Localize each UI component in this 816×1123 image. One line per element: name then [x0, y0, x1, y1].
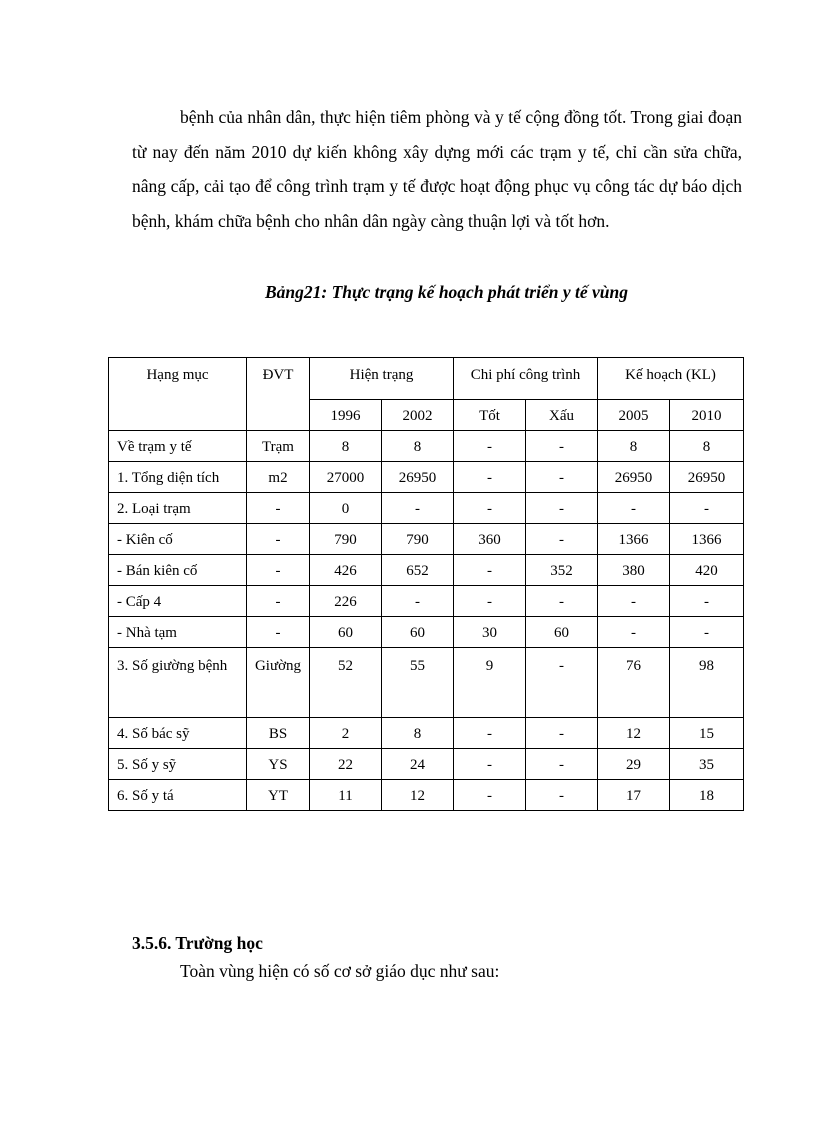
table-cell: 8 [310, 431, 382, 462]
table-row [109, 493, 744, 524]
table-cell: Trạm [247, 431, 310, 462]
table-cell: 60 [382, 617, 454, 648]
table-cell: 790 [382, 524, 454, 555]
subheader-good: Tốt [454, 400, 526, 431]
row-label-cell: Về trạm y tế [109, 431, 247, 462]
table-body [109, 431, 744, 811]
table-cell: - [670, 617, 744, 648]
row-label-cell: 4. Số bác sỹ [109, 718, 247, 749]
table-cell: 27000 [310, 462, 382, 493]
table-cell: 652 [382, 555, 454, 586]
table-cell: 2 [310, 718, 382, 749]
table-caption: Bảng21: Thực trạng kế hoạch phát triển y tế vùng [265, 282, 628, 302]
table-cell: - [526, 524, 598, 555]
table-cell: - [382, 586, 454, 617]
subheader-2005: 2005 [598, 400, 670, 431]
table-row [109, 431, 744, 462]
table-cell: - [526, 780, 598, 811]
table-cell: 226 [310, 586, 382, 617]
table-cell: 1366 [598, 524, 670, 555]
table-cell: 29 [598, 749, 670, 780]
table-cell: - [526, 586, 598, 617]
table-cell: 26950 [382, 462, 454, 493]
table-cell: - [598, 493, 670, 524]
table-cell: - [454, 586, 526, 617]
table-row [109, 718, 744, 749]
table-cell: 18 [670, 780, 744, 811]
table-row [109, 617, 744, 648]
table-cell: - [382, 493, 454, 524]
table-cell: 52 [310, 648, 382, 718]
table-cell: 98 [670, 648, 744, 718]
table-cell: - [247, 586, 310, 617]
row-label-cell: 6. Số y tá [109, 780, 247, 811]
table-cell: - [526, 462, 598, 493]
header-cost: Chi phí công trình [454, 358, 598, 400]
table-cell: 8 [382, 431, 454, 462]
subheader-1996: 1996 [310, 400, 382, 431]
table-row [109, 462, 744, 493]
table-cell: - [526, 718, 598, 749]
table-cell: - [247, 617, 310, 648]
row-label-cell: 1. Tổng diện tích [109, 462, 247, 493]
table-cell: - [526, 493, 598, 524]
row-label-cell: 3. Số giường bệnh [109, 648, 247, 718]
table-cell: 24 [382, 749, 454, 780]
row-label-cell: - Nhà tạm [109, 617, 247, 648]
table-cell: - [454, 431, 526, 462]
subheader-2010: 2010 [670, 400, 744, 431]
table-cell: - [247, 555, 310, 586]
row-label-cell: - Kiên cố [109, 524, 247, 555]
table-cell: 380 [598, 555, 670, 586]
table-cell: 15 [670, 718, 744, 749]
table-cell: 26950 [598, 462, 670, 493]
table-cell: 55 [382, 648, 454, 718]
table-cell: - [454, 780, 526, 811]
table-cell: 8 [382, 718, 454, 749]
health-plan-table [108, 357, 744, 811]
table-header-row [109, 358, 744, 400]
subheader-bad: Xấu [526, 400, 598, 431]
header-plan: Kế hoạch (KL) [598, 358, 744, 400]
table-cell: 360 [454, 524, 526, 555]
table-row [109, 555, 744, 586]
table-cell: YT [247, 780, 310, 811]
table-cell: - [526, 431, 598, 462]
table-cell: 26950 [670, 462, 744, 493]
table-cell: 9 [454, 648, 526, 718]
subheader-2002: 2002 [382, 400, 454, 431]
row-label-cell: 2. Loại trạm [109, 493, 247, 524]
table-cell: - [670, 493, 744, 524]
table-row [109, 586, 744, 617]
row-label-cell: - Cấp 4 [109, 586, 247, 617]
table-cell: - [247, 493, 310, 524]
table-cell: - [454, 555, 526, 586]
table-cell: m2 [247, 462, 310, 493]
header-unit: ĐVT [247, 358, 310, 431]
table-cell: - [598, 586, 670, 617]
table-cell: 30 [454, 617, 526, 648]
table-row [109, 648, 744, 718]
table-cell: 12 [382, 780, 454, 811]
table-row [109, 749, 744, 780]
table-cell: - [454, 462, 526, 493]
table-cell: - [526, 749, 598, 780]
row-label-cell: 5. Số y sỹ [109, 749, 247, 780]
table-cell: 8 [598, 431, 670, 462]
table-cell: 22 [310, 749, 382, 780]
table-cell: - [454, 493, 526, 524]
table-cell: 76 [598, 648, 670, 718]
table-cell: 426 [310, 555, 382, 586]
header-current: Hiện trạng [310, 358, 454, 400]
table-cell: 420 [670, 555, 744, 586]
body-paragraph [132, 100, 742, 238]
table-cell: - [454, 718, 526, 749]
table-cell: - [526, 648, 598, 718]
table-cell: 17 [598, 780, 670, 811]
table-cell: 60 [310, 617, 382, 648]
table-cell: 12 [598, 718, 670, 749]
table-cell: 60 [526, 617, 598, 648]
table-cell: 11 [310, 780, 382, 811]
table-cell: 0 [310, 493, 382, 524]
table-cell: - [670, 586, 744, 617]
header-item: Hạng mục [109, 358, 247, 431]
table-cell: YS [247, 749, 310, 780]
table-cell: Giường [247, 648, 310, 718]
table-row [109, 524, 744, 555]
table-cell: - [454, 749, 526, 780]
paragraph-text: bệnh của nhân dân, thực hiện tiêm phòng và y tế cộng đồng tốt. Trong giai đoạn từ nay đến năm 2010 dự kiến không xây dựng mới các trạm y tế, chỉ cần sửa chữa, nâng cấp, cải tạo để công trình trạm y tế được hoạt động phục vụ công tác dự báo dịch bệnh, khám chữa bệnh cho nhân dân ngày càng thuận lợi và tốt hơn. [132, 107, 742, 231]
table-cell: 1366 [670, 524, 744, 555]
table-cell: - [247, 524, 310, 555]
row-label-cell: - Bán kiên cố [109, 555, 247, 586]
table-row [109, 780, 744, 811]
section-heading: 3.5.6. Trường học [132, 933, 263, 953]
section-text: Toàn vùng hiện có số cơ sở giáo dục như sau: [180, 961, 500, 981]
table-cell: 790 [310, 524, 382, 555]
table-cell: - [598, 617, 670, 648]
table-cell: 8 [670, 431, 744, 462]
table-cell: 35 [670, 749, 744, 780]
table-cell: BS [247, 718, 310, 749]
table-cell: 352 [526, 555, 598, 586]
